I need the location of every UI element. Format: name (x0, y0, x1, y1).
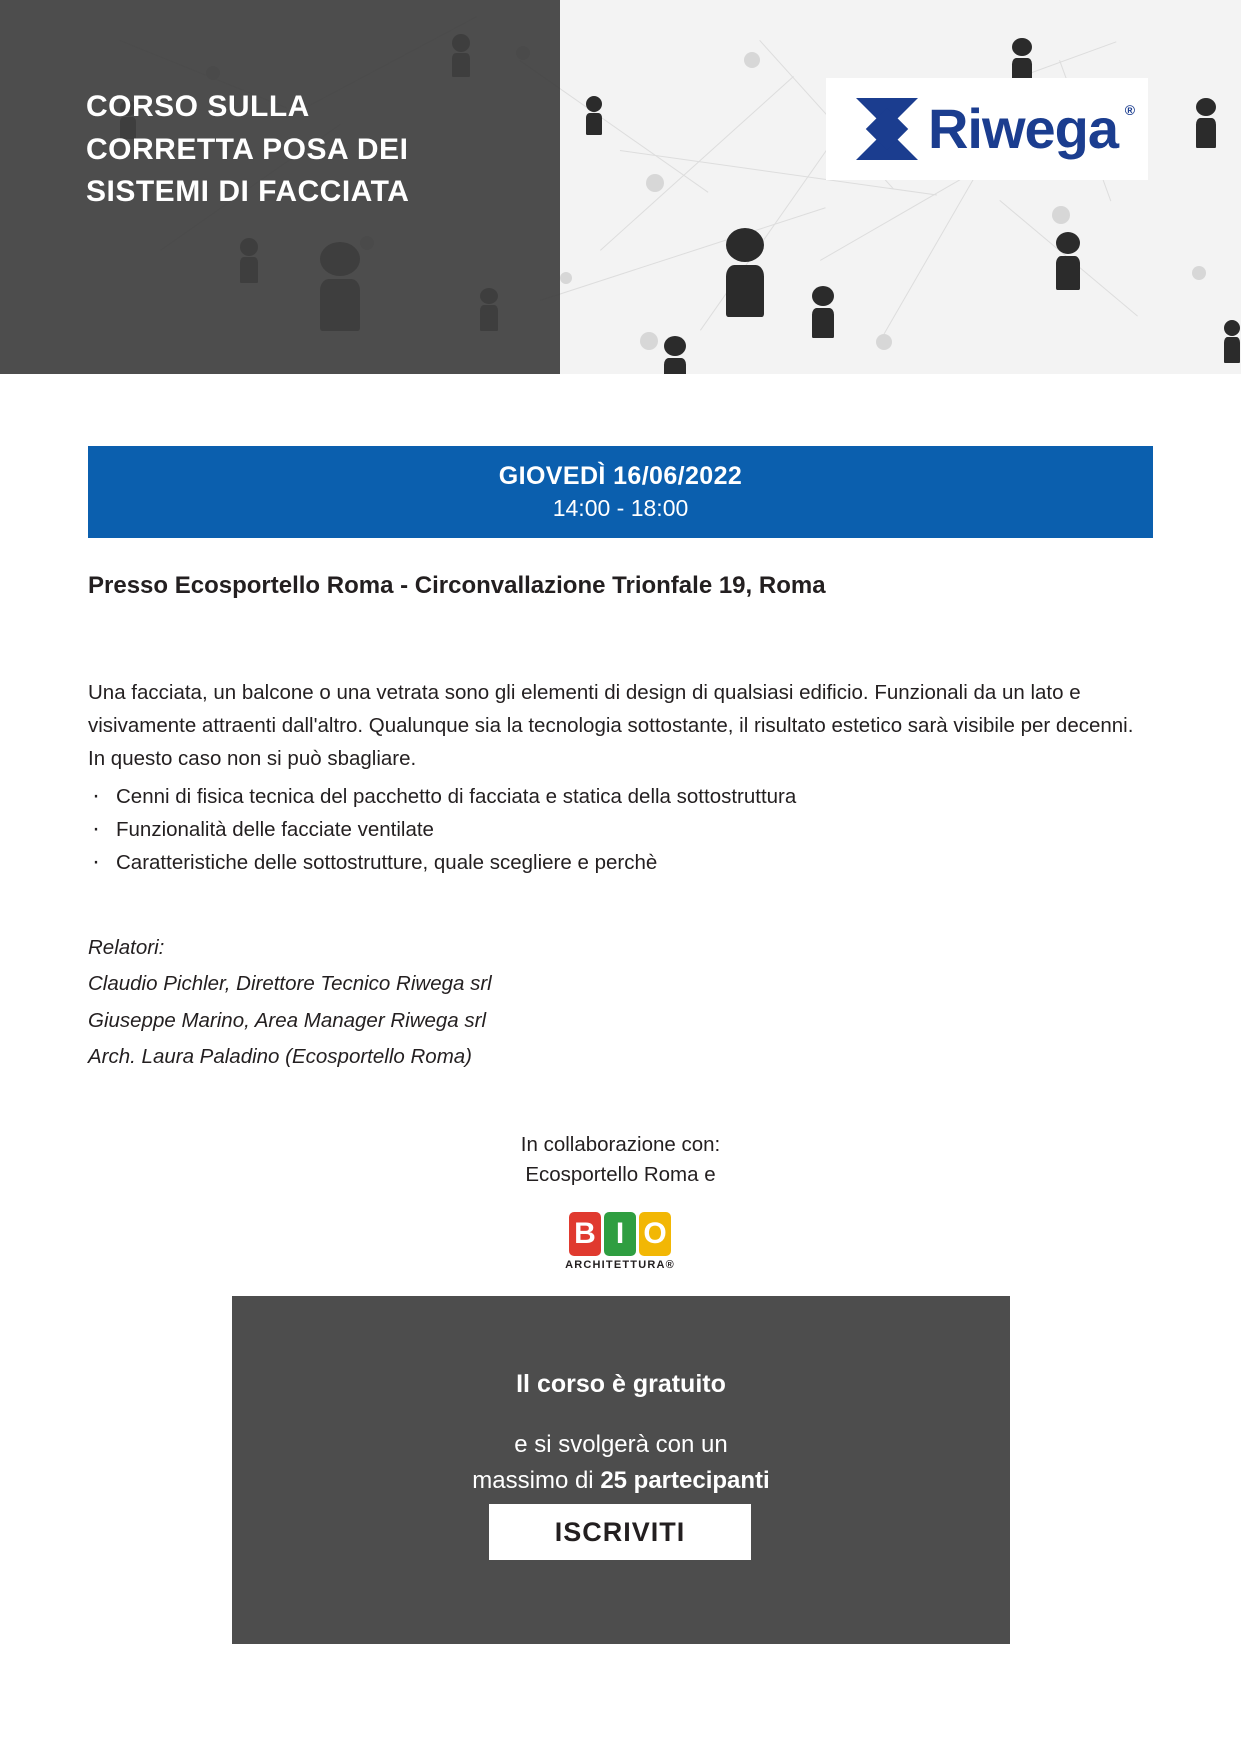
cta-title: Il corso è gratuito (516, 1370, 726, 1398)
list-item: · Cenni di fisica tecnica del pacchetto di facciata e statica della sottostruttura (88, 780, 1153, 813)
description-block (88, 676, 1153, 879)
registration-box (232, 1296, 1010, 1644)
speakers-heading: Relatori: (88, 936, 165, 959)
speaker-item: Arch. Laura Paladino (Ecosportello Roma) (88, 1045, 472, 1069)
description-paragraph: Una facciata, un balcone o una vetrata sono gli elementi di design di qualsiasi edificio. Funzionali da un lato e visivamente attraenti dall'altro. Qualunque sia la tecnologia sottostante, il risultato estetico sarà visibile per decenni. In questo caso non si può sbagliare. (88, 681, 1134, 771)
riwega-wordmark (927, 97, 1135, 160)
cta-sub-line-2 (232, 1463, 1010, 1499)
bio-letter-o: O (639, 1212, 671, 1256)
speakers-block (88, 930, 1153, 1076)
cta-sub-prefix: massimo di (472, 1466, 601, 1494)
event-venue: Presso Ecosportello Roma - Circonvallazione Trionfale 19, Roma (88, 572, 826, 599)
speaker-item: Giuseppe Marino, Area Manager Riwega srl (88, 1008, 487, 1032)
page-title (86, 86, 526, 214)
collaboration-line-2: Ecosportello Roma e (525, 1163, 716, 1187)
hero-banner (0, 0, 1241, 374)
riwega-diamond-icon (856, 98, 918, 160)
speaker-item: Claudio Pichler, Direttore Tecnico Riwega srl (88, 972, 492, 996)
registered-mark: ® (1124, 102, 1135, 118)
riwega-logo (826, 78, 1148, 180)
title-line-1: CORSO SULLA (86, 90, 310, 123)
bio-letter-i: I (604, 1212, 636, 1256)
bioarchitettura-logo (560, 1212, 680, 1284)
register-button[interactable]: ISCRIVITI (489, 1504, 751, 1560)
bio-letter-b: B (569, 1212, 601, 1256)
list-item: · Funzionalità delle facciate ventilate (88, 813, 1153, 846)
title-line-2: CORRETTA POSA DEI (86, 132, 409, 166)
event-date-bar (88, 446, 1153, 538)
cta-participants-count: 25 partecipanti (600, 1466, 770, 1494)
riwega-brand-name: Riwega (927, 97, 1119, 160)
list-item: · Caratteristiche delle sottostrutture, quale scegliere e perchè (88, 846, 1153, 879)
bio-subtitle: ARCHITETTURA® (565, 1259, 675, 1271)
collaboration-line-1: In collaborazione con: (520, 1133, 721, 1156)
event-date: GIOVEDÌ 16/06/2022 (498, 462, 743, 490)
topics-list (88, 780, 1153, 880)
event-time: 14:00 - 18:00 (552, 495, 689, 521)
title-line-3: SISTEMI DI FACCIATA (86, 175, 410, 209)
cta-subtitle (232, 1427, 1010, 1498)
collaboration-block (0, 1130, 1241, 1191)
cta-sub-line-1: e si svolgerà con un (514, 1431, 728, 1458)
